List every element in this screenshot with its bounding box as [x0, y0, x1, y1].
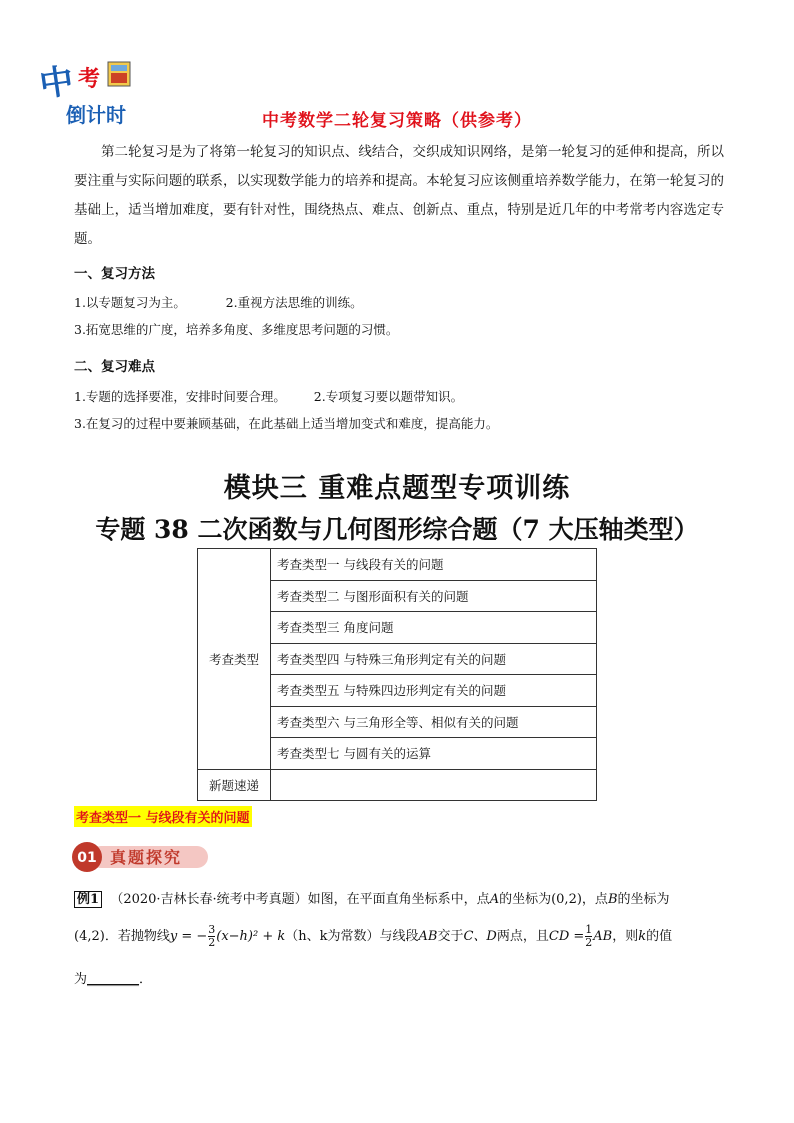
example-text: 的值 [646, 929, 673, 944]
type-item[interactable]: 考查类型二 与图形面积有关的问题 [271, 580, 597, 612]
strategy-title: 中考数学二轮复习策略（供参考） [262, 111, 532, 131]
k-variable: k [638, 929, 647, 944]
section-heading-methods: 一、复习方法 [74, 266, 155, 282]
fraction-one-half [585, 924, 592, 949]
fraction-numerator: 1 [585, 923, 593, 936]
formula-rhs: (x−h)² + k [216, 929, 286, 944]
example-text: 交于 [437, 929, 464, 944]
example-text: ．若抛物线 [104, 929, 170, 944]
fraction-three-halves [208, 924, 215, 949]
badge-label: 真题探究 [110, 848, 183, 867]
example-text: （h、k为常数）与线段 [285, 929, 419, 944]
topic-count: 7 [522, 515, 540, 544]
methods-line-1: 1.以专题复习为主。 2.重视方法思维的训练。 [74, 295, 363, 310]
point-a: A [489, 892, 500, 907]
example-text: 如图，在平面直角坐标系中，点 [307, 892, 490, 907]
example-tag: 例1 [74, 891, 102, 908]
example-text: 的坐标为 [617, 892, 670, 907]
methods-line-2: 3.拓宽思维的广度，培养多角度、多维度思考问题的习惯。 [74, 322, 399, 337]
fraction-denominator: 2 [585, 936, 593, 949]
ab-expr: AB [593, 929, 613, 944]
fraction-numerator: 3 [208, 923, 216, 936]
example-text: ，点 [581, 892, 608, 907]
type-item[interactable]: 考查类型一 与线段有关的问题 [271, 549, 597, 581]
point-b: B [607, 892, 618, 907]
type-item[interactable]: 考查类型五 与特殊四边形判定有关的问题 [271, 675, 597, 707]
example-text: 的坐标为 [499, 892, 552, 907]
example-text: ，则 [612, 929, 639, 944]
coord-a: (0,2) [551, 892, 582, 907]
badge-graphic [70, 840, 212, 874]
topic-prefix: 专题 [95, 515, 155, 544]
example-line-1 [74, 888, 734, 907]
section-badge [70, 840, 212, 874]
example-text: 两点，且 [496, 929, 549, 944]
table-row [198, 769, 597, 801]
intro-paragraph: 第二轮复习是为了将第一轮复习的知识点、线结合，交织成知识网络，是第一轮复习的延伸和提高，所以要注重与实际问题的联系，以实现数学能力的培养和提高。本轮复习应该侧重培养数学能力，在第一轮复习的基础上，适当增加难度，要有针对性，围绕热点、难点、创新点、重点，特别是近几年的中考常考内容选定专题。 [74, 144, 724, 247]
table-row [198, 549, 597, 581]
difficulties-line-2: 3.在复习的过程中要兼顾基础，在此基础上适当增加变式和难度，提高能力。 [74, 416, 499, 431]
new-questions-label: 新题速递 [198, 769, 271, 801]
points-cd: C、D [463, 929, 497, 944]
svg-text:考: 考 [78, 67, 101, 92]
types-table [197, 548, 597, 801]
svg-text:中: 中 [38, 60, 77, 106]
segment-ab: AB [418, 929, 438, 944]
badge-number: 01 [77, 850, 97, 866]
fraction-denominator: 2 [208, 936, 216, 949]
module-title: 模块三 重难点题型专项训练 [223, 473, 571, 504]
example-line-3 [74, 968, 734, 987]
topic-suffix: 大压轴类型） [539, 515, 699, 544]
difficulties-line-1: 1.专题的选择要准，安排时间要合理。 2.专项复习要以题带知识。 [74, 389, 464, 404]
example-source: （2020·吉林长春·统考中考真题） [110, 892, 308, 907]
type-item[interactable]: 考查类型六 与三角形全等、相似有关的问题 [271, 706, 597, 738]
formula-lhs: y = − [169, 929, 208, 944]
cd-expr: CD = [548, 929, 585, 944]
example-line-2 [74, 924, 734, 949]
type-item[interactable]: 考查类型三 角度问题 [271, 612, 597, 644]
example-text: 为 [74, 972, 88, 987]
current-type-bar: 考查类型一 与线段有关的问题 [74, 806, 252, 827]
type-item[interactable]: 考查类型七 与圆有关的运算 [271, 738, 597, 770]
answer-blank[interactable]: ________ [87, 972, 140, 987]
topic-number: 38 [154, 515, 189, 544]
topic-title [0, 510, 794, 546]
example-text: ． [139, 972, 153, 987]
category-label: 考查类型 [198, 549, 271, 770]
type-item[interactable]: 考查类型四 与特殊三角形判定有关的问题 [271, 643, 597, 675]
coord-b: (4,2) [74, 929, 105, 944]
svg-text:倒计时: 倒计时 [66, 103, 126, 127]
topic-main: 二次函数与几何图形综合题（ [188, 515, 523, 544]
section-heading-difficulties: 二、复习难点 [74, 359, 155, 375]
new-questions-cell[interactable] [271, 769, 597, 801]
